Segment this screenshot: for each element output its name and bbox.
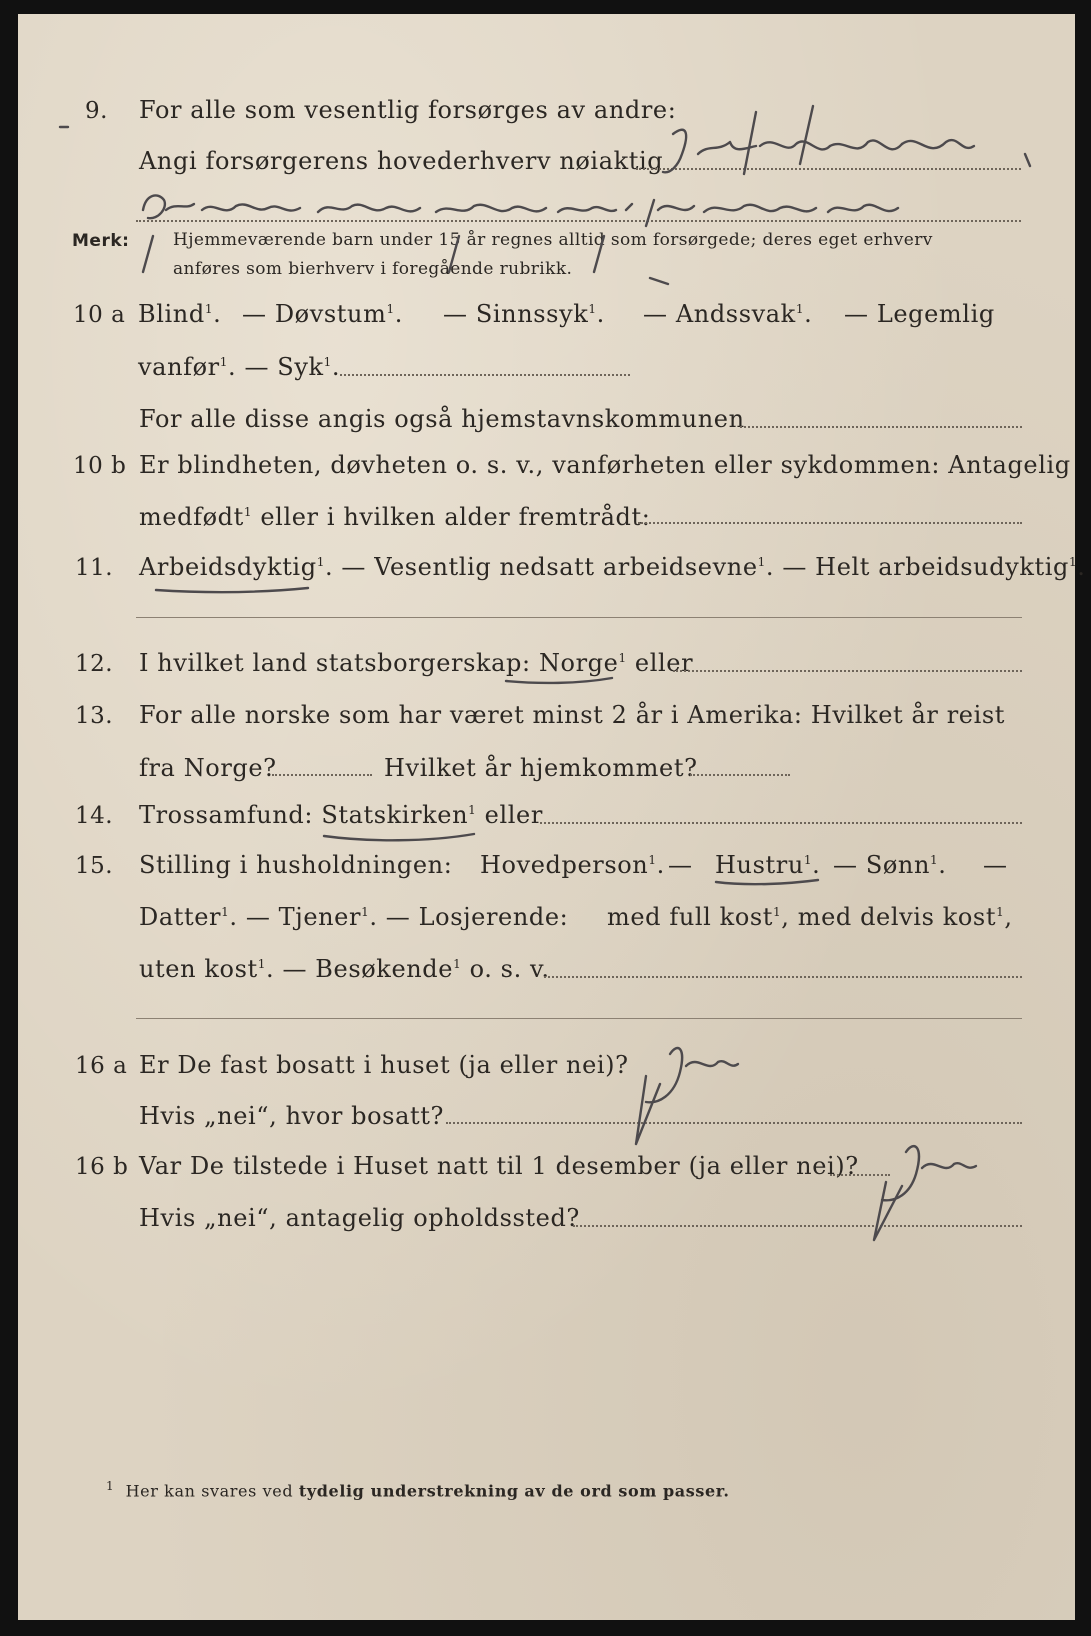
- q15-kost: med full kost$^1$, med delvis kost$^1$,: [607, 903, 1013, 931]
- q15-hustru: Hustru$^1$.: [715, 851, 821, 879]
- q10a-andssvak: — Andssvak$^1$.: [643, 300, 813, 328]
- q10a-number: 10 a: [73, 302, 126, 328]
- q16a-handwritten-answer: [636, 1048, 738, 1144]
- q13-line2b: Hvilket år hjemkommet?: [384, 754, 698, 782]
- q9-line1: For alle som vesentlig forsørges av andre:: [139, 96, 677, 124]
- q9-number: 9.: [85, 98, 108, 124]
- q11-number: 11.: [75, 555, 114, 581]
- q16a-number: 16 a: [75, 1053, 128, 1079]
- census-form-page: [18, 14, 1086, 1620]
- q10a-sinnssyk: — Sinnssyk$^1$.: [443, 300, 605, 328]
- q15-line3: uten kost$^1$. — Besøkende$^1$ o. s. v.: [139, 955, 550, 983]
- q10b-line2: medfødt$^1$ eller i hvilken alder fremtrådt:: [139, 503, 651, 531]
- q14-text: Trossamfund: Statskirken$^1$ eller: [139, 801, 543, 829]
- q10a-line3: For alle disse angis også hjemstavnskommunen: [139, 405, 745, 433]
- q9-line2: Angi forsørgerens hovederhverv nøiaktig: [139, 147, 664, 175]
- footnote: $^1$ Her kan svares ved tydelig understrekning av de ord som passer.: [106, 1479, 730, 1501]
- q16b-number: 16 b: [75, 1154, 129, 1180]
- handwriting-layer: [18, 14, 1075, 1620]
- pencil-marks: [60, 127, 1030, 884]
- q12-text: I hvilket land statsborgerskap: Norge$^1$ eller: [139, 649, 694, 677]
- q10b-line1: Er blindheten, døvheten o. s. v., vanførheten eller sykdommen: Antagelig: [139, 451, 1071, 479]
- q10a-vanfor-syk: vanfør$^1$. — Syk$^1$.: [138, 353, 341, 381]
- q13-line1: For alle norske som har været minst 2 år i Amerika: Hvilket år reist: [139, 701, 1006, 729]
- merk-line2: anføres som bierhverv i foregående rubrikk.: [173, 259, 573, 279]
- q15-number: 15.: [75, 853, 114, 879]
- q15-dash1: —: [668, 851, 693, 879]
- q9-handwritten-answer: [143, 106, 974, 226]
- merk-label: Merk:: [72, 231, 130, 251]
- q16b-line1: Var De tilstede i Huset natt til 1 desember (ja eller nei)?: [139, 1152, 859, 1180]
- q12-number: 12.: [75, 651, 114, 677]
- q15-sonn: — Sønn$^1$.: [833, 851, 947, 879]
- q15-hovedperson: Hovedperson$^1$.: [480, 851, 665, 879]
- q15-line2: Datter$^1$. — Tjener$^1$. — Losjerende:: [139, 903, 569, 931]
- q16a-line1: Er De fast bosatt i huset (ja eller nei)?: [139, 1051, 629, 1079]
- q10a-blind: Blind$^1$.: [138, 300, 222, 328]
- merk-line1: Hjemmeværende barn under 15 år regnes alltid som forsørgede; deres eget erhverv: [173, 230, 933, 250]
- q10b-number: 10 b: [73, 453, 127, 479]
- q10a-legemlig: — Legemlig: [844, 300, 995, 328]
- q10a-dovstum: — Døvstum$^1$.: [242, 300, 403, 328]
- q16b-handwritten-answer: [874, 1146, 976, 1240]
- q11-options: Arbeidsdyktig$^1$. — Vesentlig nedsatt arbeidsevne$^1$. — Helt arbeidsudyktig$^1$.: [139, 553, 1086, 581]
- q13-number: 13.: [75, 703, 114, 729]
- q16b-line2: Hvis „nei“, antagelig opholdssted?: [139, 1204, 580, 1232]
- q13-line2a: fra Norge?: [139, 754, 277, 782]
- q14-number: 14.: [75, 803, 114, 829]
- q16a-line2: Hvis „nei“, hvor bosatt?: [139, 1102, 444, 1130]
- q15-dash2: —: [983, 851, 1008, 879]
- q15-line1a: Stilling i husholdningen:: [139, 851, 453, 879]
